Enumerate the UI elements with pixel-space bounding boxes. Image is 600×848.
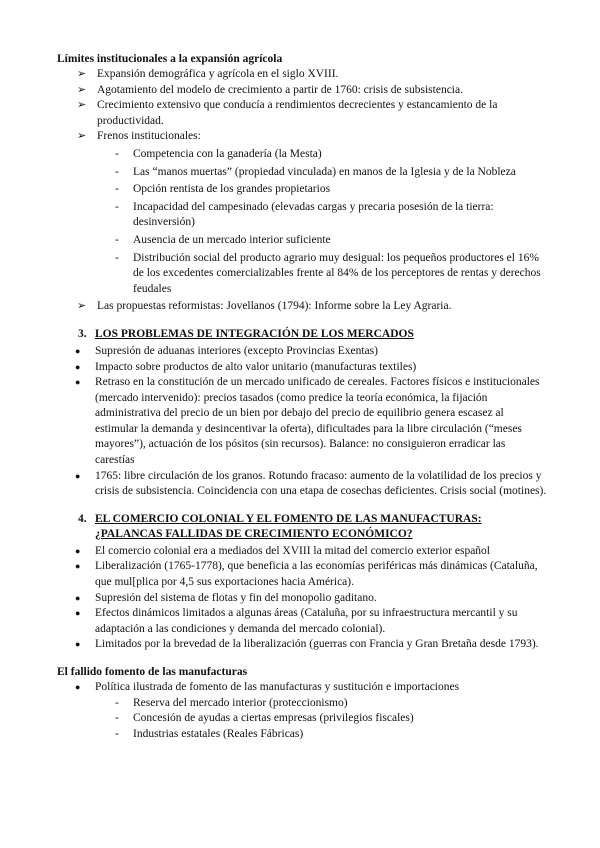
bullet-item: ● Supresión de aduanas interiores (excepto Provincias Exentas) — [57, 344, 547, 360]
section-4-heading-line2 — [57, 527, 547, 542]
section-3-heading — [57, 327, 547, 342]
bullet-dot-icon: ● — [75, 608, 81, 619]
section-title-limites: Límites institucionales a la expansión agrícola — [57, 53, 283, 65]
section-number: 4. — [78, 512, 87, 525]
dash-bullet: - — [115, 251, 119, 264]
dash-item: - Opción rentista de los grandes propietarios — [57, 182, 547, 198]
arrow-item: ➢ Crecimiento extensivo que conducía a rendimientos decrecientes y estancamiento de la productividad. — [77, 99, 498, 127]
section-3-title: LOS PROBLEMAS DE INTEGRACIÓN DE LOS MERCADOS — [95, 327, 414, 340]
bullet-dot-icon: ● — [75, 682, 81, 692]
dash-item: - Ausencia de un mercado interior suficiente — [57, 233, 547, 249]
bullet-dot-icon: ● — [75, 345, 81, 356]
bullet-item: ● Efectos dinámicos limitados a algunas áreas (Cataluña, por su infraestructura mercantil y su adaptación a las condiciones y demanda del mercado colonial). — [75, 607, 518, 635]
bullet-dot-icon: ● — [75, 561, 81, 572]
bullet-item: ● 1765: libre circulación de los granos. Rotundo fracaso: aumento de la volatilidad de los precios y crisis de subsistencia. Coincidencia con una etapa de cosechas deficientes. Crisis social (motines). — [75, 469, 547, 498]
bullet-item: ● El comercio colonial era a mediados del XVIII la mitad del comercio exterior español — [57, 544, 547, 560]
dash-item: - Industrias estatales (Reales Fábricas) — [57, 727, 547, 743]
dash-item: - Las “manos muertas” (propiedad vinculada) en manos de la Iglesia y de la Nobleza — [57, 165, 547, 181]
arrow-bullet-icon: ➢ — [77, 130, 87, 143]
dash-item: - Reserva del mercado interior (proteccionismo) — [57, 696, 547, 712]
dash-bullet: - — [115, 200, 119, 213]
bullet-item: ● Limitados por la brevedad de la liberalización (guerras con Francia y Gran Bretaña desde 1793). — [57, 637, 547, 653]
bullet-item: ● Supresión del sistema de flotas y fin del monopolio gaditano. — [57, 591, 547, 607]
arrow-bullet-icon: ➢ — [77, 300, 87, 313]
dash-bullet: - — [115, 712, 119, 725]
dash-bullet: - — [115, 727, 119, 740]
bullet-dot-icon: ● — [75, 545, 81, 556]
arrow-item: ➢ Frenos institucionales: — [57, 129, 547, 145]
dash-item: - Competencia con la ganadería (la Mesta) — [57, 147, 547, 163]
dash-bullet: - — [115, 165, 119, 178]
dash-bullet: - — [115, 147, 119, 160]
section-title-manufacturas: El fallido fomento de las manufacturas — [57, 666, 248, 678]
arrow-item: ➢ Expansión demográfica y agrícola en el siglo XVIII. — [57, 67, 547, 83]
section-4-heading — [57, 512, 547, 527]
arrow-item: ➢ Las propuestas reformistas: Jovellanos (1794): Informe sobre la Ley Agraria. — [57, 299, 547, 315]
arrow-bullet-icon: ➢ — [77, 83, 87, 96]
bullet-dot-icon: ● — [75, 361, 81, 372]
bullet-item: ● Retraso en la constitución de un mercado unificado de cereales. Factores físicos e institucionales (mercado intervenido): precios tasados (como predice la teoría económica, la fijación administrativa del precio de un bien por debajo del precio de equilibrio genera escasez al estimular la demanda y desincentivar la oferta), dificultades para la libre circulación (“meses mayores”), actuación de los pósitos (sin recursos). Balance: no consiguieron erradicar las carestías — [75, 376, 540, 467]
dash-item: - Concesión de ayudas a ciertas empresas (privilegios fiscales) — [57, 711, 547, 727]
dash-bullet: - — [115, 696, 119, 709]
section-number: 3. — [78, 327, 87, 340]
bullet-item: ● Liberalización (1765-1778), que beneficia a las economías periféricas más dinámicas (Cataluña, que mul[plica por 4,5 sus exportaciones hacia América). — [75, 560, 538, 589]
dash-bullet: - — [115, 233, 119, 246]
arrow-item: ➢ Agotamiento del modelo de crecimiento a partir de 1760: crisis de subsistencia. — [57, 83, 547, 99]
bullet-item: ● Política ilustrada de fomento de las manufacturas y sustitución e importaciones — [57, 680, 547, 696]
section-4-title-line1: EL COMERCIO COLONIAL Y EL FOMENTO DE LAS MANUFACTURAS: — [95, 512, 482, 525]
document-page — [57, 52, 547, 742]
bullet-dot-icon: ● — [75, 470, 81, 481]
bullet-dot-icon: ● — [75, 592, 81, 603]
arrow-bullet-icon: ➢ — [77, 68, 87, 80]
bullet-dot-icon: ● — [75, 377, 81, 388]
dash-item: - Incapacidad del campesinado (elevadas cargas y precaria posesión de la tierra: desinversión) — [115, 200, 494, 229]
bullet-item: ● Impacto sobre productos de alto valor unitario (manufacturas textiles) — [57, 360, 547, 376]
dash-bullet: - — [115, 183, 119, 196]
bullet-dot-icon: ● — [75, 639, 81, 650]
section-4-title-line2: ¿PALANCAS FALLIDAS DE CRECIMIENTO ECONÓMICO? — [95, 527, 413, 540]
dash-item: - Distribución social del producto agrario muy desigual: los pequeños productores el 16% de los excedentes comercializables frente al 84% de los perceptores de rentas y derechos feudales — [115, 251, 541, 295]
arrow-bullet-icon: ➢ — [77, 99, 87, 112]
